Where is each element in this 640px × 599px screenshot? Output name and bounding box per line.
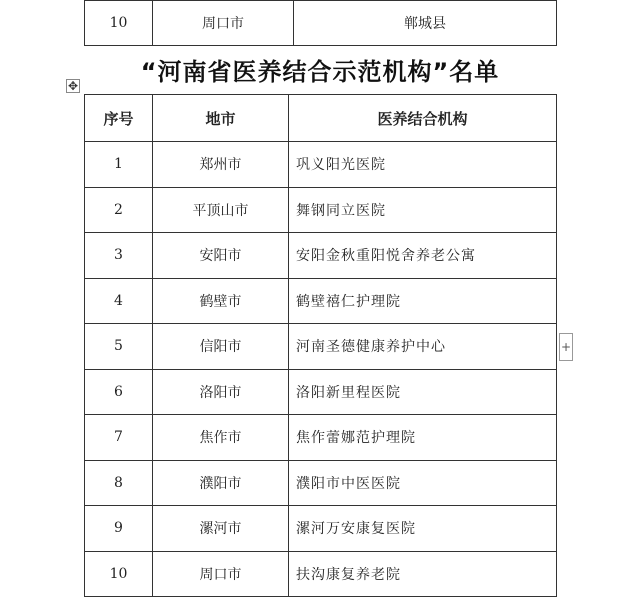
institution-cell: 鹤壁禧仁护理院 <box>289 278 557 324</box>
institution-cell: 濮阳市中医医院 <box>289 460 557 506</box>
city-cell: 洛阳市 <box>153 369 289 415</box>
index-cell: 8 <box>85 460 153 506</box>
previous-table <box>84 0 557 46</box>
city-cell: 平顶山市 <box>153 187 289 233</box>
institution-cell: 漯河万安康复医院 <box>289 506 557 552</box>
table-row <box>85 324 557 370</box>
table-header-row <box>85 95 557 142</box>
institution-cell: 洛阳新里程医院 <box>289 369 557 415</box>
institution-cell: 舞钢同立医院 <box>289 187 557 233</box>
institution-cell: 扶沟康复养老院 <box>289 551 557 597</box>
table-row <box>85 187 557 233</box>
table-row <box>85 551 557 597</box>
index-cell: 10 <box>85 1 153 46</box>
city-cell: 郑州市 <box>153 142 289 188</box>
index-cell: 10 <box>85 551 153 597</box>
index-cell: 9 <box>85 506 153 552</box>
city-cell: 漯河市 <box>153 506 289 552</box>
table-row <box>85 369 557 415</box>
index-cell: 3 <box>85 233 153 279</box>
table-row <box>85 278 557 324</box>
index-cell: 5 <box>85 324 153 370</box>
table-row <box>85 1 557 46</box>
index-cell: 6 <box>85 369 153 415</box>
city-cell: 周口市 <box>153 551 289 597</box>
city-cell: 安阳市 <box>153 233 289 279</box>
table-row <box>85 142 557 188</box>
table-move-handle-icon[interactable]: ✥ <box>67 79 79 93</box>
index-cell: 1 <box>85 142 153 188</box>
index-cell: 4 <box>85 278 153 324</box>
city-cell: 濮阳市 <box>153 460 289 506</box>
index-cell: 2 <box>85 187 153 233</box>
institution-cell: 焦作蕾娜范护理院 <box>289 415 557 461</box>
table-row <box>85 506 557 552</box>
page-title: “河南省医养结合示范机构”名单 <box>140 58 500 86</box>
header-index: 序号 <box>85 95 153 142</box>
institution-cell: 安阳金秋重阳悦舍养老公寓 <box>289 233 557 279</box>
city-cell: 周口市 <box>153 1 294 46</box>
table-row <box>85 233 557 279</box>
table-row <box>85 460 557 506</box>
city-cell: 信阳市 <box>153 324 289 370</box>
header-institution: 医养结合机构 <box>289 95 557 142</box>
county-cell: 郸城县 <box>294 1 557 46</box>
header-city: 地市 <box>153 95 289 142</box>
add-row-plus-icon[interactable]: + <box>559 333 573 361</box>
index-cell: 7 <box>85 415 153 461</box>
city-cell: 焦作市 <box>153 415 289 461</box>
table-row <box>85 415 557 461</box>
institution-cell: 巩义阳光医院 <box>289 142 557 188</box>
institution-cell: 河南圣德健康养护中心 <box>289 324 557 370</box>
institution-table <box>84 94 557 597</box>
city-cell: 鹤壁市 <box>153 278 289 324</box>
